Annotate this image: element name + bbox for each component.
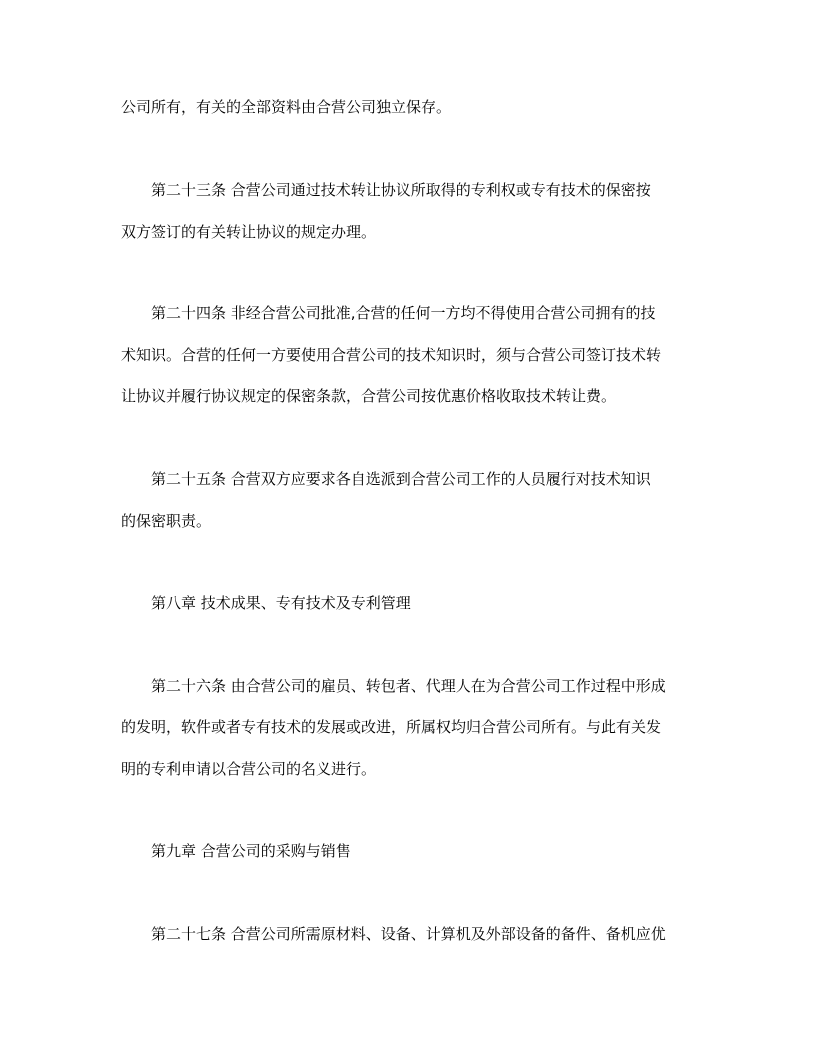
chapter-9-heading: 第九章 合营公司的采购与销售: [151, 842, 351, 860]
article-27-line-1: 第二十七条 合营公司所需原材料、设备、计算机及外部设备的备件、备机应优: [151, 925, 666, 943]
article-25-line-2: 的保密职责。: [121, 512, 212, 530]
article-25-line-1: 第二十五条 合营双方应要求各自选派到合营公司工作的人员履行对技术知识: [151, 470, 651, 488]
article-26-line-1: 第二十六条 由合营公司的雇员、转包者、代理人在为合营公司工作过程中形成: [151, 677, 666, 695]
chapter-8-heading: 第八章 技术成果、专有技术及专利管理: [151, 594, 411, 612]
article-24-line-3: 让协议并履行协议规定的保密条款，合营公司按优惠价格收取技术转让费。: [121, 387, 617, 405]
article-23-line-2: 双方签订的有关转让协议的规定办理。: [121, 223, 377, 241]
article-23-line-1: 第二十三条 合营公司通过技术转让协议所取得的专利权或专有技术的保密按: [151, 181, 651, 199]
article-24-line-1: 第二十四条 非经合营公司批准,合营的任何一方均不得使用合营公司拥有的技: [151, 304, 656, 322]
text-line-1: 公司所有，有关的全部资料由合营公司独立保存。: [121, 98, 452, 116]
article-24-line-2: 术知识。合营的任何一方要使用合营公司的技术知识时，须与合营公司签订技术转: [121, 346, 662, 364]
article-26-line-3: 明的专利申请以合营公司的名义进行。: [121, 760, 377, 778]
article-26-line-2: 的发明，软件或者专有技术的发展或改进，所属权均归合营公司所有。与此有关发: [121, 718, 662, 736]
